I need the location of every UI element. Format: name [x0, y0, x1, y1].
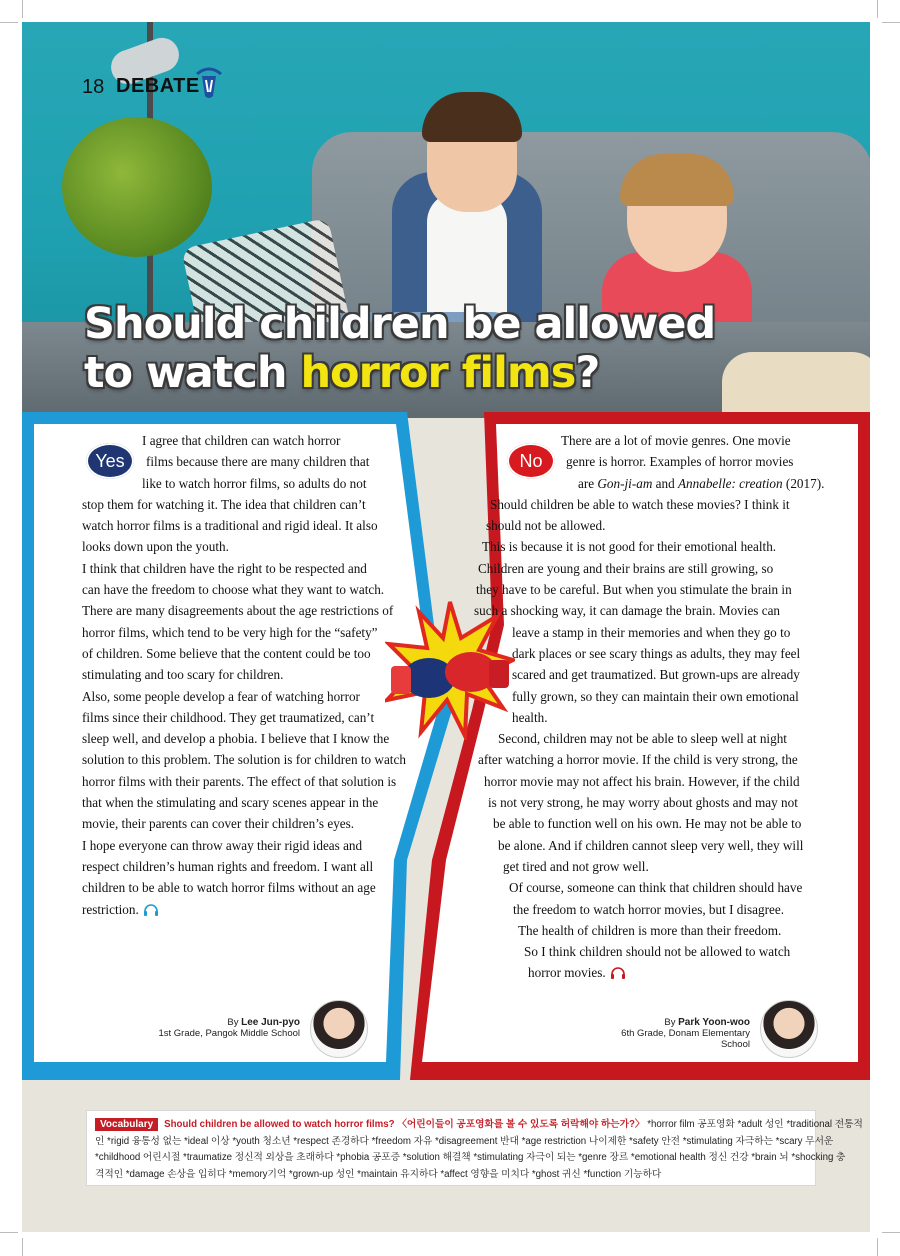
author-name: Park Yoon-woo — [678, 1017, 750, 1028]
text-line: horror films with their parents. The effect of that solution is — [82, 773, 397, 789]
text-line: Also, some people develop a fear of watching horror — [82, 688, 360, 704]
headphones-icon[interactable] — [610, 967, 626, 979]
text-line: stop them for watching it. The idea that children can’t — [82, 496, 366, 512]
text-line: I agree that children can watch horror — [142, 433, 341, 448]
text-line: restriction. — [82, 901, 139, 917]
author-name: Lee Jun-pyo — [241, 1017, 300, 1028]
crop-mark — [882, 22, 900, 23]
text-part: and — [652, 475, 678, 491]
no-argument — [474, 430, 824, 984]
girl-hair — [620, 154, 734, 206]
vocab-line: 인 *rigid 융통성 없는 *ideal 이상 *youth 청소년 *respect 존경하다 *freedom 자유 *disagreement 반대 *age restriction 나이제한 *safety 안전 *stimulating 자극하는 *scary 무서운 — [95, 1135, 834, 1147]
text-line-last — [82, 899, 406, 920]
yes-badge: Yes — [86, 443, 134, 479]
crop-mark — [0, 22, 18, 23]
vocab-line: *childhood 어린시절 *traumatize 정신적 외상을 초래하다 *phobia 공포증 *solution 해결책 *stimulating 자극이 되는 *genre 장르 *emotional health 정신 건강 *brain 뇌 *shocking 충 — [95, 1152, 846, 1163]
text-line: fully grown, so they can maintain their own emotional — [512, 688, 799, 704]
movie-title: Annabelle: creation — [678, 475, 783, 491]
text-line: sleep well, and develop a phobia. I believe that I know the — [82, 731, 390, 747]
text-line: such a shocking way, it can damage the brain. Movies can — [474, 603, 781, 619]
vocabulary-tag: Vocabulary — [95, 1118, 158, 1131]
text-line: looks down upon the youth. — [82, 539, 229, 555]
text-part: are — [578, 475, 598, 491]
avatar — [310, 1000, 368, 1058]
vocab-text: *horror film 공포영화 *adult 성인 *traditional 전통적 — [644, 1119, 863, 1130]
text-line: So I think children should not be allowed to watch — [524, 944, 791, 960]
crop-mark — [22, 1238, 23, 1256]
author-line — [590, 1017, 750, 1028]
crop-mark — [22, 0, 23, 18]
text-line: should not be allowed. — [486, 518, 606, 534]
headline-part: ? — [575, 348, 600, 398]
text-line-last — [474, 962, 824, 983]
section-title: DEBATE — [116, 75, 200, 97]
junior-badge-icon — [194, 62, 224, 102]
text-line: be alone. And if children cannot sleep very well, they will — [498, 837, 804, 853]
vocab-line — [95, 1117, 863, 1134]
text-line: is not very strong, he may worry about ghosts and may not — [488, 795, 798, 811]
plant — [62, 117, 212, 257]
text-line: Second, children may not be able to sleep well at night — [498, 731, 787, 747]
text-line: Of course, someone can think that children should have — [509, 880, 803, 896]
crop-mark — [877, 1238, 878, 1256]
text-line: genre is horror. Examples of horror movies — [566, 454, 794, 470]
text-line: of children. Some believe that the content could be too — [82, 645, 371, 661]
text-line: horror movie may not affect his brain. However, if the child — [484, 773, 800, 789]
author-prefix: By — [227, 1017, 242, 1028]
page-number: 18 — [82, 76, 105, 98]
text-line: Children are young and their brains are still growing, so — [478, 560, 774, 576]
headline — [84, 300, 784, 398]
headphones-icon[interactable] — [143, 904, 159, 916]
text-line: the freedom to watch horror movies, but I disagree. — [513, 901, 784, 917]
text-line: There are many disagreements about the age restrictions of — [82, 603, 394, 619]
text-line: stimulating and too scary for children. — [82, 667, 284, 683]
text-line: watch horror films is a traditional and rigid ideal. It also — [82, 518, 378, 534]
text-line: This is because it is not good for their emotional health. — [482, 539, 777, 555]
text-line: horror movies. — [528, 965, 606, 981]
text-line — [474, 473, 824, 494]
yes-argument — [82, 430, 406, 920]
text-line: Should children be able to watch these movies? I think it — [490, 496, 790, 512]
text-line: There are a lot of movie genres. One movie — [561, 433, 791, 448]
crop-mark — [877, 0, 878, 18]
author-school: 6th Grade, Donam Elementary School — [621, 1028, 750, 1050]
text-line: respect children’s human rights and freedom. I want all — [82, 858, 374, 874]
movie-title: Gon-ji-am — [597, 475, 653, 491]
headline-line-1: Should children be allowed — [84, 299, 716, 349]
avatar — [760, 1000, 818, 1058]
text-line: I hope everyone can throw away their rigid ideas and — [82, 837, 363, 853]
text-line: leave a stamp in their memories and when they go to — [512, 624, 791, 640]
text-line: like to watch horror films, so adults do not — [142, 475, 367, 491]
headline-highlight: horror films — [300, 348, 576, 398]
text-line: they have to be careful. But when you stimulate the brain in — [476, 582, 792, 598]
text-line: that when the stimulating and scary scenes appear in the — [82, 795, 379, 811]
author-school: 1st Grade, Pangok Middle School — [158, 1028, 300, 1039]
crop-mark — [0, 1232, 18, 1233]
text-line: I think that children have the right to be respected and — [82, 560, 367, 576]
vocab-question: Should children be allowed to watch horror films? 〈어린이들이 공포영화를 볼 수 있도록 허락해야 하는가?〉 — [164, 1119, 645, 1130]
text-line: movie, their parents can cover their children’s eyes. — [82, 816, 355, 832]
text-line: horror films, which tend to be very high for the “safety” — [82, 624, 378, 640]
headline-part: to watch — [84, 348, 301, 398]
vocab-line: 격적인 *damage 손상을 입히다 *memory기억 *grown-up 성인 *maintain 유지하다 *affect 영향을 미치다 *ghost 귀신 *function 기능하다 — [95, 1168, 662, 1180]
text-line: health. — [512, 709, 548, 725]
crop-mark — [882, 1232, 900, 1233]
author-prefix: By — [664, 1017, 679, 1028]
text-line: can have the freedom to choose what they want to watch. — [82, 582, 385, 598]
vocabulary-box — [86, 1110, 863, 1186]
yes-byline — [150, 1017, 300, 1039]
boy-hair — [422, 92, 522, 142]
author-line — [150, 1017, 300, 1028]
text-line: films since their childhood. They get traumatized, can’t — [82, 709, 375, 725]
text-line: dark places or see scary things as adults, they may feel — [512, 645, 801, 661]
headline-line-2 — [84, 349, 784, 398]
no-byline — [590, 1017, 750, 1050]
text-line: solution to this problem. The solution is for children to watch — [82, 752, 406, 768]
text-line: The health of children is more than their freedom. — [518, 922, 782, 938]
text-part: (2017). — [782, 475, 825, 491]
text-line: films because there are many children that — [146, 454, 370, 470]
text-line: scared and get traumatized. But grown-ups are already — [512, 667, 800, 683]
text-line: get tired and not grow well. — [503, 858, 649, 874]
text-line: children to be able to watch horror films without an age — [82, 880, 376, 896]
text-line: be able to function well on his own. He may not be able to — [493, 816, 802, 832]
text-line: after watching a horror movie. If the child is very strong, the — [478, 752, 798, 768]
no-badge: No — [507, 443, 555, 479]
